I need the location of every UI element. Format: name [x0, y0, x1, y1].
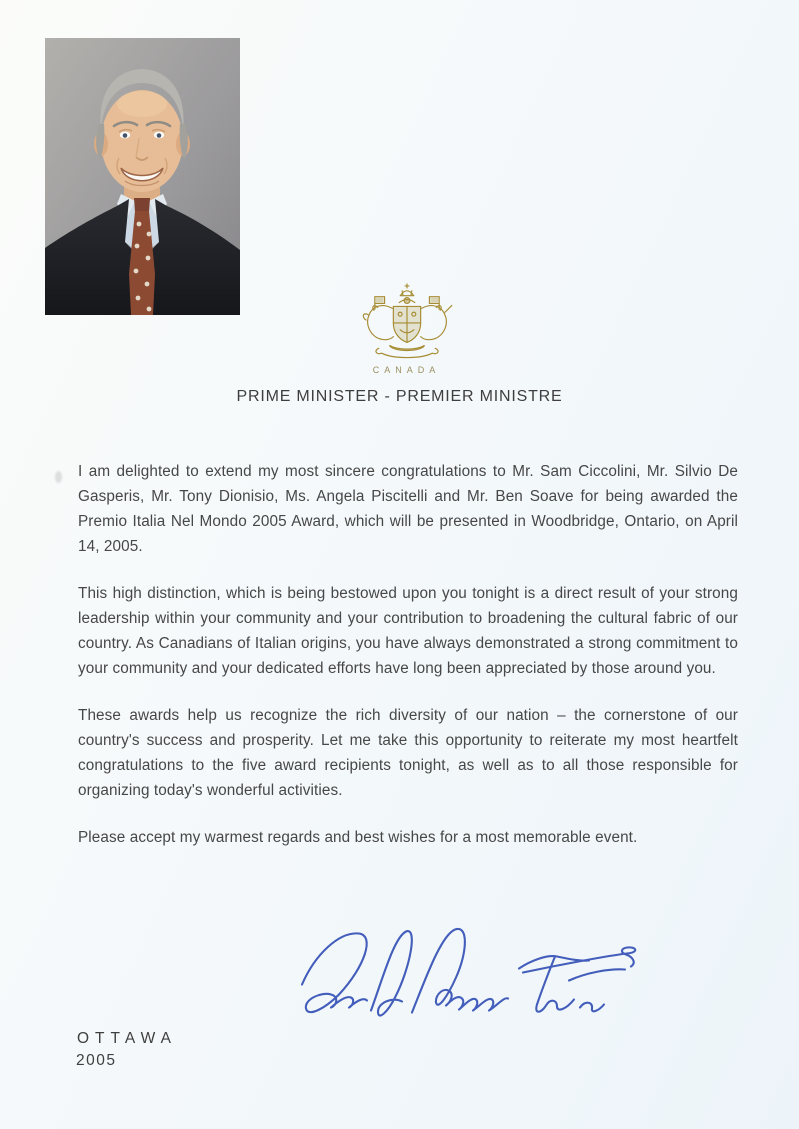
scan-artifact	[55, 471, 62, 483]
crest-label: CANADA	[372, 365, 441, 375]
portrait-photo	[45, 38, 240, 315]
paragraph-diversity: These awards help us recognize the rich diversity of our nation – the cornerstone of our country's success and prosperity. Let me take this opportunity to reiterate my most heartfelt congratulations to the five award recipients tonight, as well as to all those responsible for organizing today's wonderful activities.	[78, 707, 738, 799]
footer-city: OTTAWA	[77, 1030, 177, 1047]
canada-coat-of-arms-icon	[359, 283, 455, 361]
portrait-illustration	[45, 38, 240, 315]
footer-year: 2005	[76, 1052, 117, 1069]
signature-paul-martin	[287, 921, 647, 1029]
paragraph-distinction: This high distinction, which is being bestowed upon you tonight is a direct result of your strong leadership within your community and your contribution to broadening the cultural fabric of our country. As Canadians of Italian origins, you have always demonstrated a strong commitment to your community and your dedicated efforts have long been appreciated by those around you.	[78, 585, 738, 677]
paragraph-closing: Please accept my warmest regards and best wishes for a most memorable event.	[78, 829, 638, 846]
letter-body	[78, 459, 738, 872]
paragraph-congratulations: I am delighted to extend my most sincere congratulations to Mr. Sam Ciccolini, Mr. Silvio De Gasperis, Mr. Tony Dionisio, Ms. Angela Piscitelli and Mr. Ben Soave for being awarded the Premio Italia Nel Mondo 2005 Award, which will be presented in Woodbridge, Ontario, on April 14, 2005.	[78, 463, 738, 555]
letterhead-crest	[0, 283, 799, 375]
letterhead-title: PRIME MINISTER - PREMIER MINISTRE	[236, 388, 563, 405]
